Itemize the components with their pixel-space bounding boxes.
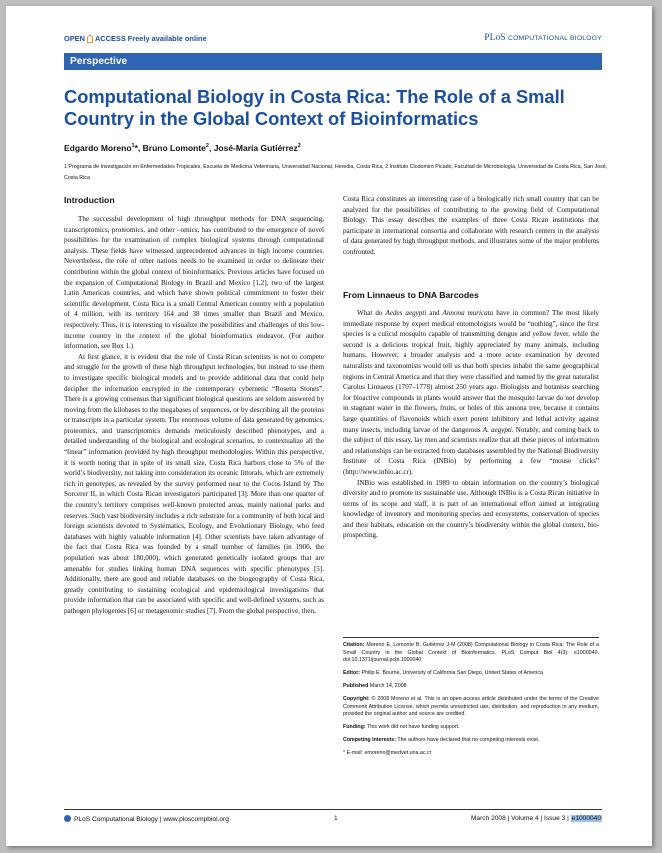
footer-issue-text: March 2008 | Volume 4 | Issue 3 | xyxy=(470,815,569,822)
heading-linnaeus: From Linnaeus to DNA Barcodes xyxy=(343,290,479,300)
paragraph-inbio: INBio was established in 1989 to obtain information on the country’s biological diversity and to promote its sustainable use. Although INBio is a Costa Rican initiative in terms of its scope and staff, it is part of an international effort aimed at integrating knowledge of inventory and monitoring species and ecosystems, conservation of species and their habitats, education on the country’s biodiversity within the global context, bio-prospecting, xyxy=(343,478,599,540)
text-run: . Notably, and coming back to the subject of this essay, lay men and scientists realize that all these pieces of information and relationships can be extracted from databases assembled by the National Biodiversity Institute of Costa Rica (INBio) by performing a few “mouse clicks” (http://www.inbio.ac.cr). xyxy=(343,425,599,476)
page-number: 1 xyxy=(334,815,338,822)
journal-header xyxy=(64,34,602,48)
journal-plos: PLoS xyxy=(484,32,506,43)
copyright-text: © 2008 Moreno et al. This is an open-access article distributed under the terms of the Creative Commons Attribution License, which permits unrestricted use, distribution, and reproduction in any medium, provided the original author and source are credited. xyxy=(343,696,599,718)
species-name: Aedes aegypti xyxy=(385,309,427,317)
species-name: A. aegypti xyxy=(482,425,512,434)
journal-name: COMPUTATIONAL BIOLOGY xyxy=(508,35,602,42)
text-run: and xyxy=(426,309,443,317)
copyright xyxy=(343,696,599,719)
column-right-top xyxy=(343,194,599,258)
access-label: ACCESS Freely available online xyxy=(94,34,207,43)
editor-label: Editor: xyxy=(343,670,361,677)
competing-label: Competing Interests: xyxy=(343,737,396,744)
footer-journal-text: PLoS Computational Biology | www.ploscompbiol.org xyxy=(74,816,229,823)
funding-text: This work did not have funding support. xyxy=(365,724,460,731)
open-access-lock-icon xyxy=(87,35,93,43)
article-page xyxy=(6,6,652,846)
affiliations: 1 Programa de Investigación en Enfermedades Tropicales, Escuela de Medicina Veterinaria, Universidad Nacional, Heredia, Costa Rica, 2 Instituto Clodomiro Picado, Facultad de Microbiología, Universidad de Costa Rica, San José, Costa Rica xyxy=(64,164,608,181)
author-list: Edgardo Moreno$^1$*, Bruno Lomonte$^2$, José-María Gutiérrez$^2$ xyxy=(64,143,301,153)
competing-interests xyxy=(343,737,599,745)
funding xyxy=(343,724,599,732)
heading-introduction: Introduction xyxy=(64,195,115,205)
section-banner: Perspective xyxy=(64,53,602,70)
funding-label: Funding: xyxy=(343,724,366,731)
page-footer xyxy=(64,809,602,827)
competing-text: The authors have declared that no competing interests exist. xyxy=(395,737,540,744)
article-id: e1000040 xyxy=(571,815,601,822)
citation-text: Moreno E, Lomonte B, Gutiérrez J-M (2008) Computational Biology in Costa Rica: The Role of a Small Country in the Global Context of Bioinformatics. PLoS Comput Biol 4(3): e1000040. doi:10.1371/journal.pcbi.1000040 xyxy=(343,642,599,664)
footer-issue xyxy=(471,815,602,822)
citation xyxy=(343,642,599,665)
paragraph-continued: Costa Rica constitutes an interesting case of a biologically rich small country that can be analyzed for the possibilities of contributing to the growing field of Computational Biology. This essay describes the examples of three Costa Rican institutions that participate in international consortia and collaborate with research centers in the analysis of data generated by high throughput methods, and illustrates some of the major problems confronted. xyxy=(343,195,599,256)
paragraph-linnaeus xyxy=(343,308,599,478)
plos-logo-icon xyxy=(64,815,71,822)
column-right-main xyxy=(343,308,599,541)
copyright-label: Copyright: xyxy=(343,696,370,703)
published xyxy=(343,683,599,691)
citation-label: Citation: xyxy=(343,642,365,648)
text-run: What do xyxy=(357,309,386,317)
article-info-box xyxy=(343,637,599,763)
open-access-badge xyxy=(64,34,207,43)
column-left xyxy=(64,214,324,617)
species-name: Annona muricata xyxy=(442,309,494,317)
author-email: * E-mail: emoreno@medvet.una.ac.cr xyxy=(343,750,432,757)
journal-logo xyxy=(484,32,602,43)
text-run: have in common? The most likely immediate response by expert medical entomologists would be “nothing”, since the first species is a culicid mosquito capable of transmitting dengue and yellow fever, while the second is a delicious tropical fruit, highly appreciated by many animals, including humans. However, a broader analysis and a more acute examination by devoted naturalists and taxonomists would tell us that both species inhabit the same geographical regions in Central America and that they were classified and named by the great naturalist Carolus Linnaeus (1707–1778) almost 250 years ago. Biologists and botanists searching for bioactive compounds in plants would answer that the mosquito larvae do not develop in stagnant water in the flowers, fruits, or holes of this annona tree, because it contains large quantities of flavonoids which exert potent inhibitory and lethal activity against many insects, including larvae of the dangerous xyxy=(343,309,599,434)
published-label: Published xyxy=(343,683,369,690)
paragraph-intro-2: At first glance, it is evident that the role of Costa Rican scientists is not to compete and struggle for the growth of these high throughput technologies, but instead to use them to investigate specific biological models and to provide additional data that could help decipher the information encrypted in the contemporary cybernetic “Rosetta Stones”. There is a growing consensus that significant biological questions are seldom answered by moving from the kilobases to the megabases of sequences, or by describing all the proteins or transcripts in a particular system. The enormous volume of data generated by genomics, proteomics, and transcriptomics demands meticulously described phenotypes, and a detailed understanding of the biological and ecological scenarios, to contextualize all the “linear” information provided by high throughput methodologies. Within this perspective, it is worth noting that in spite of its small size, Costa Rica harbors close to 5% of the world’s biodiversity, not taking into consideration its oceanic littorals, which are extremely rich in genotypes, as revealed by the survey performed near to the Cocos Island by The Sorcerer II, in which Costa Rican investigators participated [3]. More than one quarter of the country’s territory comprises well-known protected areas, mainly national parks and reserves. Such vast biodiversity includes a rich substrate for a community of both local and foreign scientists devoted to Systematics, Ecology, and Evolutionary Biology, who feed databases with highly valuable information [4]. Other scientists have taken advantage of the fact that Costa Rica was founded by a small number of families (in 1900, the population was about 180,000), which generated genetically isolated groups that are amenable for studies linking human DNA sequences with specific phenotypes [5]. Additionally, there are good and reliable databases on the biogeography of Costa Rica, greatly contributing to sustaining ecological and epidemiological investigations that provide information that can be associated with specific and well-defined systems, such as pathogen phylogenies [6] or metagenomic studies [7]. From the global perspective, then, xyxy=(64,352,324,615)
open-label: OPEN xyxy=(64,34,85,43)
article-title: Computational Biology in Costa Rica: The Role of a Small Country in the Global Context of Bioinformatics xyxy=(64,86,565,129)
footer-journal xyxy=(64,815,229,823)
published-text: March 14, 2008 xyxy=(368,683,407,690)
paragraph-intro-1: The successful development of high throughput methods for DNA sequencing, transcriptomics, proteomics, and other –omics, has contributed to the emergence of novel possibilities for the examination of complex biological systems through computational analysis. These fields have witnessed unprecedented advances in high income countries. Nevertheless, the role of other nations needs to be examined in order to delineate their contribution within the global context of bioinformatics. Previous articles have focused on the expansion of Computational Biology in Brazil and Mexico [1,2], two of the largest Latin American countries, and which have shown political commitment to foster their scientific development. Costa Rica is a small Central American country with a population of 4 million, with its territory 164 and 38 times smaller than Brazil and Mexico, respectively. Thus, it is interesting to visualize the possibilities and challenges of this low-income country in the context of the global bioinformatics endeavor. (For author information, see Box 1.) xyxy=(64,215,324,351)
editor xyxy=(343,670,599,678)
editor-text: Philip E. Bourne, University of California San Diego, United States of America xyxy=(360,670,543,677)
